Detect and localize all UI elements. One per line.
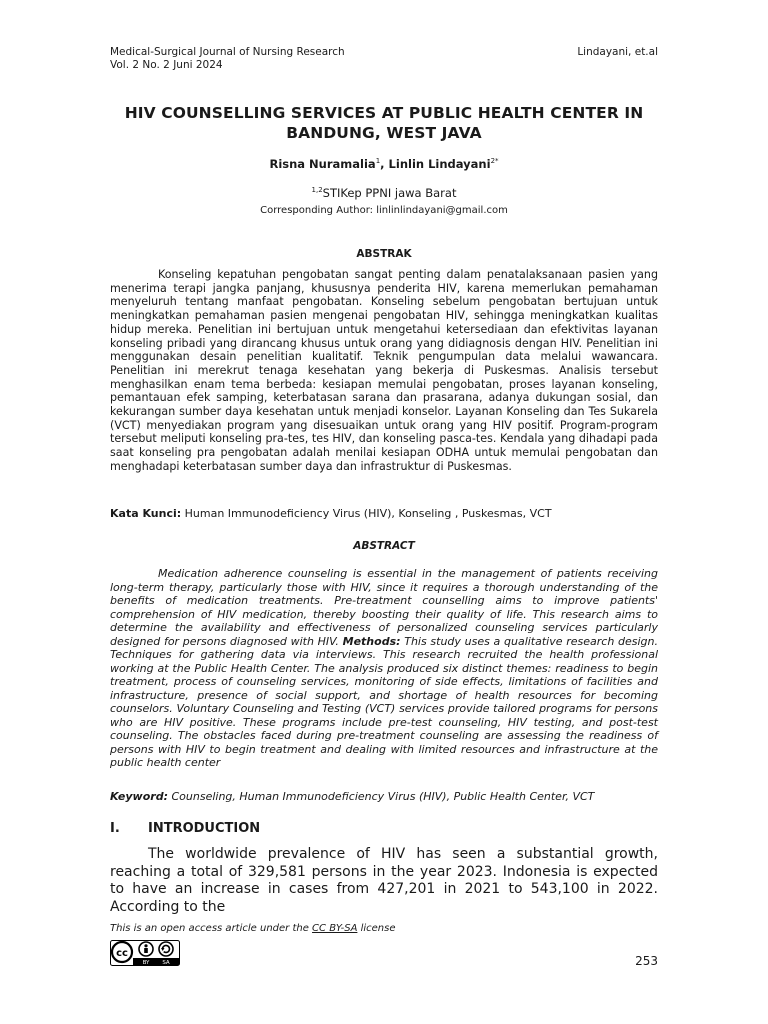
abstrak-heading: ABSTRAK: [356, 248, 412, 260]
affiliation: [110, 186, 658, 200]
sa-share-icon: [159, 942, 173, 956]
sa-badge-text: SA: [162, 960, 170, 966]
introduction-paragraph: The worldwide prevalence of HIV has seen a substantial growth, reaching a total of 329,581 persons in the year 2023. Indonesia is expected to have an increase in cases from 427,201 in 2021 to 543,100 in 2022. According to the: [110, 846, 658, 915]
author-affiliation-mark: 2*: [490, 157, 499, 165]
section-number: I.: [110, 821, 120, 836]
license-link[interactable]: CC BY-SA: [312, 923, 358, 934]
affiliation-mark: 1,2: [311, 186, 323, 194]
cc-badge-text: cc: [116, 948, 128, 959]
running-header-left: [110, 46, 345, 72]
author-name: Linlin Lindayani: [388, 157, 491, 171]
keyword-terms: Counseling, Human Immunodeficiency Virus (HIV), Public Health Center, VCT: [167, 790, 595, 803]
section-heading-introduction: [110, 821, 658, 836]
keywords: [110, 790, 658, 803]
abstract-methods-label: Methods:: [342, 634, 401, 648]
journal-name: Medical-Surgical Journal of Nursing Research: [110, 46, 345, 58]
page-number: 253: [635, 954, 658, 968]
by-badge-text: BY: [142, 960, 150, 966]
section-title: INTRODUCTION: [148, 821, 261, 836]
journal-volume: Vol. 2 No. 2 Juni 2024: [110, 59, 223, 71]
cc-by-sa-badge-icon[interactable]: [110, 940, 180, 966]
kata-kunci-label: Kata Kunci:: [110, 507, 182, 520]
abstract-heading: ABSTRACT: [353, 540, 415, 552]
running-header-author: Lindayani, et.al: [577, 46, 658, 58]
kata-kunci-terms: Human Immunodeficiency Virus (HIV), Konseling , Puskesmas, VCT: [181, 507, 552, 520]
abstract-body: [110, 567, 658, 770]
author-name: Risna Nuramalia: [269, 157, 376, 171]
license-suffix: license: [357, 923, 396, 934]
abstract-text-part1: Medication adherence counseling is essential in the management of patients receiving long-term therapy, particularly those with HIV, since it requires a thorough understanding of the benefits of medication treatments. Pre-treatment counselling aims to improve patients' comprehension of HIV medication, thereby boosting their quality of life. This research aims to determine the availability and effectiveness of personalized counseling services particularly designed for persons diagnosed with HIV.: [110, 567, 658, 648]
author-affiliation-mark: 1: [375, 157, 381, 165]
affiliation-name: STIKep PPNI jawa Barat: [322, 186, 457, 200]
corresponding-author: Corresponding Author: linlinlindayani@gmail.com: [260, 205, 508, 216]
license-note: [110, 923, 396, 934]
author-separator: ,: [380, 157, 389, 171]
abstract-text-part2: This study uses a qualitative research design. Techniques for gathering data via interviews. This research recruited the health professional working at the Public Health Center. The analysis produced six distinct themes: readiness to begin treatment, process of counseling services, monitoring of side effects, limitations of facilities and infrastructure, presence of social support, and shortage of health resources for becoming counselors. Voluntary Counseling and Testing (VCT) services provide tailored programs for persons who are HIV positive. These programs include pre-test counseling, HIV testing, and post-test counseling. The obstacles faced during pre-treatment counseling are assessing the readiness of persons with HIV to begin treatment and dealing with limited resources and infrastructure at the public health center: [110, 634, 658, 769]
keyword-label: Keyword:: [110, 790, 168, 803]
kata-kunci: [110, 507, 658, 520]
abstrak-body: Konseling kepatuhan pengobatan sangat penting dalam penatalaksanaan pasien yang menerima terapi jangka panjang, khususnya penderita HIV, karena memerlukan pemahaman menyeluruh tentang manfaat pengobatan. Konseling sebelum pengobatan bertujuan untuk meningkatkan pemahaman pasien mengenai pengobatan HIV, sehingga meningkatkan kualitas hidup mereka. Penelitian ini bertujuan untuk mengetahui ketersediaan dan efektivitas layanan konseling pribadi yang dirancang khusus untuk orang yang didiagnosis dengan HIV. Penelitian ini menggunakan desain penelitian kualitatif. Teknik pengumpulan data melalui wawancara. Penelitian ini merekrut tenaga kesehatan yang bekerja di Puskesmas. Analisis tersebut menghasilkan enam tema berbeda: kesiapan memulai pengobatan, proses layanan konseling, pemantauan efek samping, keterbatasan sarana dan prasarana, adanya dukungan sosial, dan kekurangan sumber daya kesehatan untuk menjadi konselor. Layanan Konseling dan Tes Sukarela (VCT) menyediakan program yang disesuaikan untuk orang yang HIV positif. Program-program tersebut meliputi konseling pra-tes, tes HIV, dan konseling pasca-tes. Kendala yang dihadapi pada saat konseling pra pengobatan adalah menilai kesiapan ODHA untuk memulai pengobatan dan menghadapi keterbatasan sumber daya dan infrastruktur di Puskesmas.: [110, 268, 658, 473]
author-list: [110, 157, 658, 171]
paper-title: HIV COUNSELLING SERVICES AT PUBLIC HEALTH CENTER IN BANDUNG, WEST JAVA: [124, 104, 644, 142]
license-prefix: This is an open access article under the: [110, 923, 313, 934]
